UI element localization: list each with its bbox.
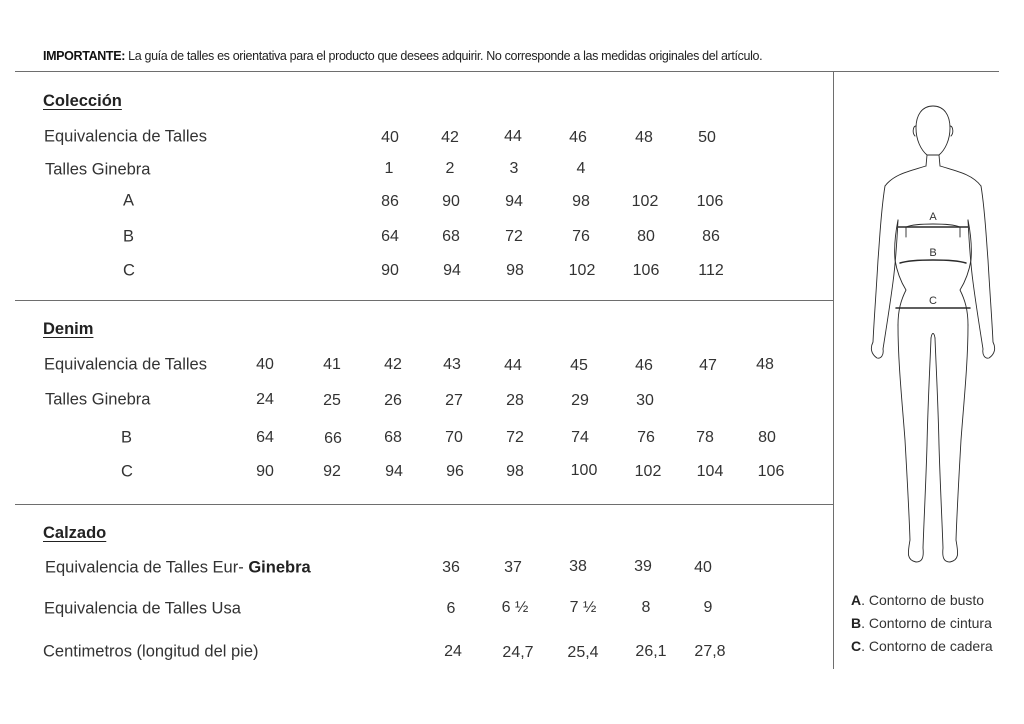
table-cell: 90 — [256, 463, 274, 480]
table-cell: 66 — [324, 430, 342, 447]
row-label-b: B — [123, 227, 135, 246]
figure-leg-left — [898, 325, 931, 562]
section-title-coleccion: Colección — [43, 92, 122, 110]
table-cell: 80 — [758, 429, 776, 446]
table-cell: 98 — [506, 463, 524, 480]
table-cell: 94 — [443, 262, 461, 279]
section-divider-1 — [15, 300, 833, 301]
table-cell: 72 — [506, 429, 524, 446]
table-cell: 6 ½ — [501, 599, 529, 616]
table-cell: 29 — [571, 392, 589, 409]
table-cell: 45 — [570, 357, 588, 374]
top-divider — [15, 71, 999, 72]
column-divider — [833, 71, 834, 669]
row-label-equivalencia: Equivalencia de Talles — [44, 127, 207, 146]
table-cell: 48 — [756, 356, 774, 373]
table-cell: 6 — [446, 600, 456, 617]
row-label-c: C — [123, 261, 135, 280]
table-cell: 100 — [570, 462, 598, 479]
table-cell: 2 — [445, 160, 455, 177]
table-cell: 40 — [256, 356, 274, 373]
table-cell: 74 — [571, 429, 589, 446]
table-cell: 47 — [699, 357, 717, 374]
table-cell: 25 — [323, 392, 341, 409]
section-divider-2 — [15, 504, 833, 505]
table-cell: 64 — [381, 228, 399, 245]
table-cell: 36 — [442, 559, 460, 576]
figure-marker-a: A — [929, 211, 937, 223]
table-cell: 68 — [442, 228, 460, 245]
notice-text: La guía de talles es orientativa para el producto que desees adquirir. No corresponde a las medidas originales del artículo. — [128, 49, 763, 63]
table-cell: 96 — [446, 463, 464, 480]
figure-torso-right — [960, 220, 971, 325]
legend-item — [851, 592, 993, 615]
row-label-talles-ginebra: Talles Ginebra — [45, 390, 151, 409]
table-cell: 40 — [381, 129, 399, 146]
table-cell: 76 — [637, 429, 655, 446]
table-cell: 43 — [443, 356, 461, 373]
table-cell: 106 — [696, 193, 724, 210]
row-label-centimetros: Centimetros (longitud del pie) — [43, 642, 259, 661]
table-cell: 27,8 — [694, 643, 726, 660]
figure-leg-right — [935, 325, 968, 562]
table-cell: 26 — [384, 392, 402, 409]
table-cell: 102 — [634, 463, 662, 480]
row-label-equivalencia-usa: Equivalencia de Talles Usa — [44, 599, 241, 618]
section-title-denim: Denim — [43, 320, 94, 338]
table-cell: 42 — [441, 129, 459, 146]
table-cell: 76 — [572, 228, 590, 245]
table-cell: 86 — [702, 228, 720, 245]
figure-bust-outline — [906, 224, 960, 237]
table-cell: 104 — [696, 463, 724, 480]
figure-torso-left — [895, 220, 906, 325]
table-cell: 38 — [569, 558, 587, 575]
figure-marker-b: B — [929, 247, 937, 259]
table-cell: 26,1 — [635, 643, 667, 660]
table-cell: 98 — [506, 262, 524, 279]
figure-shoulders — [885, 166, 981, 186]
body-figure-illustration — [858, 100, 1008, 575]
table-cell: 41 — [323, 356, 341, 373]
table-cell: 28 — [506, 392, 524, 409]
legend-text: . Contorno de cintura — [861, 615, 992, 631]
row-label-text: Equivalencia de Talles Eur- — [45, 558, 244, 577]
table-cell: 8 — [641, 599, 651, 616]
legend-item — [851, 615, 993, 638]
table-cell: 3 — [509, 160, 519, 177]
table-cell: 30 — [636, 392, 654, 409]
table-cell: 9 — [703, 599, 713, 616]
figure-crotch — [931, 334, 935, 339]
table-cell: 106 — [632, 262, 660, 279]
legend-item — [851, 638, 993, 661]
table-cell: 90 — [442, 193, 460, 210]
table-cell: 25,4 — [567, 644, 599, 661]
table-cell: 46 — [569, 129, 587, 146]
legend-text: . Contorno de busto — [861, 592, 985, 608]
table-cell: 86 — [381, 193, 399, 210]
measurement-legend — [851, 592, 993, 661]
row-label-equivalencia-eur — [45, 559, 311, 578]
table-cell: 106 — [757, 463, 785, 480]
table-cell: 27 — [445, 392, 463, 409]
legend-key: C — [851, 638, 862, 654]
table-cell: 80 — [637, 228, 655, 245]
table-cell: 4 — [576, 160, 586, 177]
table-cell: 102 — [568, 262, 596, 279]
table-cell: 40 — [694, 559, 712, 576]
table-cell: 39 — [634, 558, 652, 575]
legend-key: A — [851, 592, 862, 608]
row-label-c: C — [121, 462, 133, 481]
table-cell: 46 — [635, 357, 653, 374]
row-label-talles-ginebra: Talles Ginebra — [45, 160, 151, 179]
table-cell: 48 — [635, 129, 653, 146]
table-cell: 94 — [385, 463, 403, 480]
legend-text: . Contorno de cadera — [861, 638, 993, 654]
table-cell: 44 — [504, 357, 522, 374]
figure-arm-left — [871, 186, 898, 358]
important-notice — [43, 49, 762, 63]
table-cell: 102 — [631, 193, 659, 210]
table-cell: 24 — [256, 391, 274, 408]
table-cell: 50 — [698, 129, 716, 146]
section-title-calzado: Calzado — [43, 524, 107, 542]
table-cell: 72 — [505, 228, 523, 245]
table-cell: 92 — [323, 463, 341, 480]
table-cell: 42 — [384, 356, 402, 373]
table-cell: 112 — [698, 262, 724, 279]
figure-arm-right — [968, 186, 995, 358]
table-cell: 7 ½ — [569, 599, 597, 616]
row-label-equivalencia: Equivalencia de Talles — [44, 355, 207, 374]
table-cell: 70 — [445, 429, 463, 446]
table-cell: 64 — [256, 429, 274, 446]
table-cell: 98 — [572, 193, 590, 210]
figure-waist-line — [900, 260, 966, 263]
row-label-a: A — [123, 191, 135, 210]
table-cell: 24,7 — [502, 644, 534, 661]
figure-head — [916, 106, 950, 155]
row-label-b: B — [121, 428, 133, 447]
table-cell: 94 — [505, 193, 523, 210]
table-cell: 44 — [504, 128, 522, 145]
table-cell: 78 — [696, 429, 714, 446]
notice-label: IMPORTANTE: — [43, 49, 126, 63]
row-label-bold: Ginebra — [248, 558, 311, 577]
table-cell: 68 — [384, 429, 402, 446]
figure-marker-c: C — [929, 295, 937, 307]
table-cell: 1 — [384, 160, 394, 177]
table-cell: 90 — [381, 262, 399, 279]
table-cell: 24 — [444, 643, 462, 660]
legend-key: B — [851, 615, 862, 631]
figure-neck — [926, 155, 940, 166]
table-cell: 37 — [504, 559, 522, 576]
